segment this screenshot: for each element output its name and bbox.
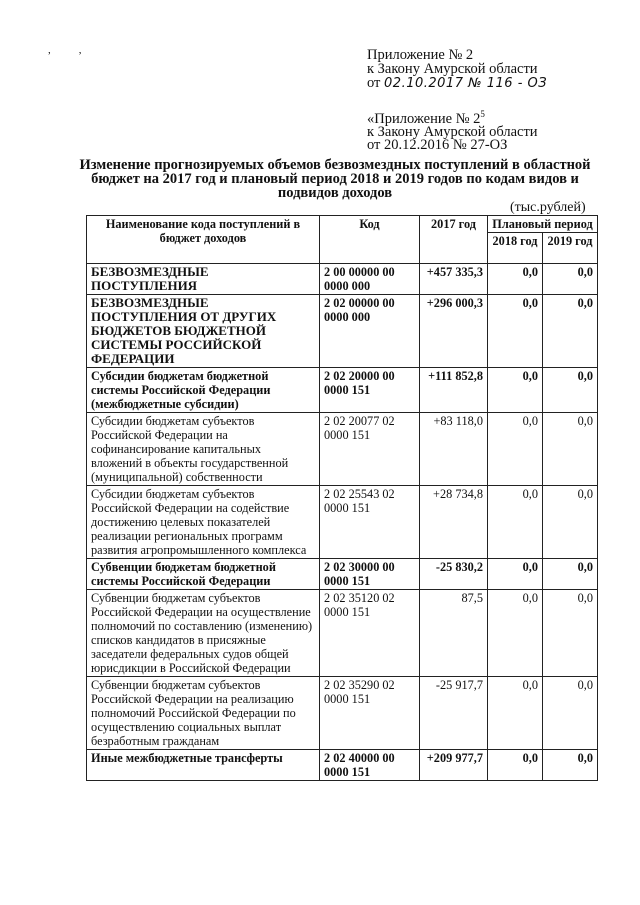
cell-2018: 0,0 bbox=[488, 264, 543, 295]
cell-2019: 0,0 bbox=[543, 486, 598, 559]
table-row bbox=[87, 750, 598, 781]
cell-2019: 0,0 bbox=[543, 559, 598, 590]
cell-2017: 87,5 bbox=[420, 590, 488, 677]
cell-2019: 0,0 bbox=[543, 413, 598, 486]
attachment-line: от 20.12.2016 № 27-ОЗ bbox=[367, 136, 508, 153]
cell-2018: 0,0 bbox=[488, 677, 543, 750]
attachment-line: к Закону Амурской области bbox=[367, 123, 538, 140]
cell-2018: 0,0 bbox=[488, 368, 543, 413]
table-row bbox=[87, 486, 598, 559]
cell-name: Субсидии бюджетам субъектов Российской Федерации на содействие достижению целевых показателей реализации региональных программ развития агропромышленного комплекса bbox=[87, 486, 320, 559]
cell-2017: +111 852,8 bbox=[420, 368, 488, 413]
cell-2017: -25 917,7 bbox=[420, 677, 488, 750]
cell-name: Субвенции бюджетам субъектов Российской Федерации на реализацию полномочий Российской Федерации по осуществлению социальных выплат безработным гражданам bbox=[87, 677, 320, 750]
cell-2019: 0,0 bbox=[543, 295, 598, 368]
units-label: (тыс.рублей) bbox=[510, 200, 586, 215]
cell-name: Субвенции бюджетам субъектов Российской Федерации на осуществление полномочий по составлению (изменению) списков кандидатов в присяжные заседатели федеральных судов общей юрисдикции в Российской Федерации bbox=[87, 590, 320, 677]
cell-code: 2 02 40000 00 0000 151 bbox=[320, 750, 420, 781]
cell-2017: +28 734,8 bbox=[420, 486, 488, 559]
table-row bbox=[87, 368, 598, 413]
cell-2019: 0,0 bbox=[543, 368, 598, 413]
cell-code: 2 02 35290 02 0000 151 bbox=[320, 677, 420, 750]
cell-2017: -25 830,2 bbox=[420, 559, 488, 590]
column-header-name: Наименование кода поступлений в бюджет доходов bbox=[87, 216, 320, 264]
table-header-row bbox=[87, 216, 598, 233]
cell-2017: +296 000,3 bbox=[420, 295, 488, 368]
attachment-superscript: 5 bbox=[480, 109, 485, 119]
table-row bbox=[87, 559, 598, 590]
cell-code: 2 02 20077 02 0000 151 bbox=[320, 413, 420, 486]
cell-code: 2 02 00000 00 0000 000 bbox=[320, 295, 420, 368]
column-header-plan: Плановый период bbox=[488, 216, 598, 233]
document-title: Изменение прогнозируемых объемов безвозмездных поступлений в областной бюджет на 2017 год и плановый период 2018 и 2019 годов по кодам видов и подвидов доходов bbox=[79, 157, 591, 201]
handwritten-date-number: 02.10.2017 № 116 - ОЗ bbox=[384, 76, 548, 91]
scan-marks bbox=[48, 44, 110, 56]
table-row bbox=[87, 677, 598, 750]
table-row bbox=[87, 413, 598, 486]
column-header-code: Код bbox=[320, 216, 420, 264]
attachment-title: «Приложение № 2 bbox=[367, 110, 481, 127]
attachment-line: Приложение № 2 bbox=[367, 47, 474, 63]
cell-2019: 0,0 bbox=[543, 264, 598, 295]
cell-code: 2 02 20000 00 0000 151 bbox=[320, 368, 420, 413]
cell-2018: 0,0 bbox=[488, 590, 543, 677]
cell-name: Иные межбюджетные трансферты bbox=[87, 750, 320, 781]
column-header-2018: 2018 год bbox=[488, 233, 543, 264]
cell-code: 2 00 00000 00 0000 000 bbox=[320, 264, 420, 295]
column-header-2017: 2017 год bbox=[420, 216, 488, 264]
cell-2019: 0,0 bbox=[543, 750, 598, 781]
cell-name: Субсидии бюджетам бюджетной системы Российской Федерации (межбюджетные субсидии) bbox=[87, 368, 320, 413]
cell-2017: +83 118,0 bbox=[420, 413, 488, 486]
cell-2017: +457 335,3 bbox=[420, 264, 488, 295]
date-prefix: от bbox=[367, 75, 381, 91]
budget-table bbox=[86, 215, 598, 781]
cell-2018: 0,0 bbox=[488, 295, 543, 368]
cell-name: Субвенции бюджетам бюджетной системы Российской Федерации bbox=[87, 559, 320, 590]
attachment-line: к Закону Амурской области bbox=[367, 61, 538, 77]
table-row bbox=[87, 295, 598, 368]
cell-2018: 0,0 bbox=[488, 559, 543, 590]
cell-2018: 0,0 bbox=[488, 413, 543, 486]
cell-2018: 0,0 bbox=[488, 486, 543, 559]
cell-2017: +209 977,7 bbox=[420, 750, 488, 781]
cell-name: БЕЗВОЗМЕЗДНЫЕ ПОСТУПЛЕНИЯ ОТ ДРУГИХ БЮДЖЕТОВ БЮДЖЕТНОЙ СИСТЕМЫ РОССИЙСКОЙ ФЕДЕРАЦИИ bbox=[87, 295, 320, 368]
cell-code: 2 02 35120 02 0000 151 bbox=[320, 590, 420, 677]
cell-2019: 0,0 bbox=[543, 677, 598, 750]
cell-code: 2 02 25543 02 0000 151 bbox=[320, 486, 420, 559]
cell-2018: 0,0 bbox=[488, 750, 543, 781]
column-header-2019: 2019 год bbox=[543, 233, 598, 264]
attachment-header bbox=[367, 48, 547, 91]
cell-2019: 0,0 bbox=[543, 590, 598, 677]
scan-mark: , bbox=[48, 44, 79, 56]
attachment-date-line bbox=[367, 76, 547, 91]
cell-name: БЕЗВОЗМЕЗДНЫЕ ПОСТУПЛЕНИЯ bbox=[87, 264, 320, 295]
table-row bbox=[87, 264, 598, 295]
cell-name: Субсидии бюджетам субъектов Российской Федерации на софинансирование капитальных вложений в объекты государственной (муниципальной) собственности bbox=[87, 413, 320, 486]
scan-mark: , bbox=[78, 44, 110, 56]
attachment-header-previous bbox=[367, 108, 538, 152]
table-row bbox=[87, 590, 598, 677]
cell-code: 2 02 30000 00 0000 151 bbox=[320, 559, 420, 590]
